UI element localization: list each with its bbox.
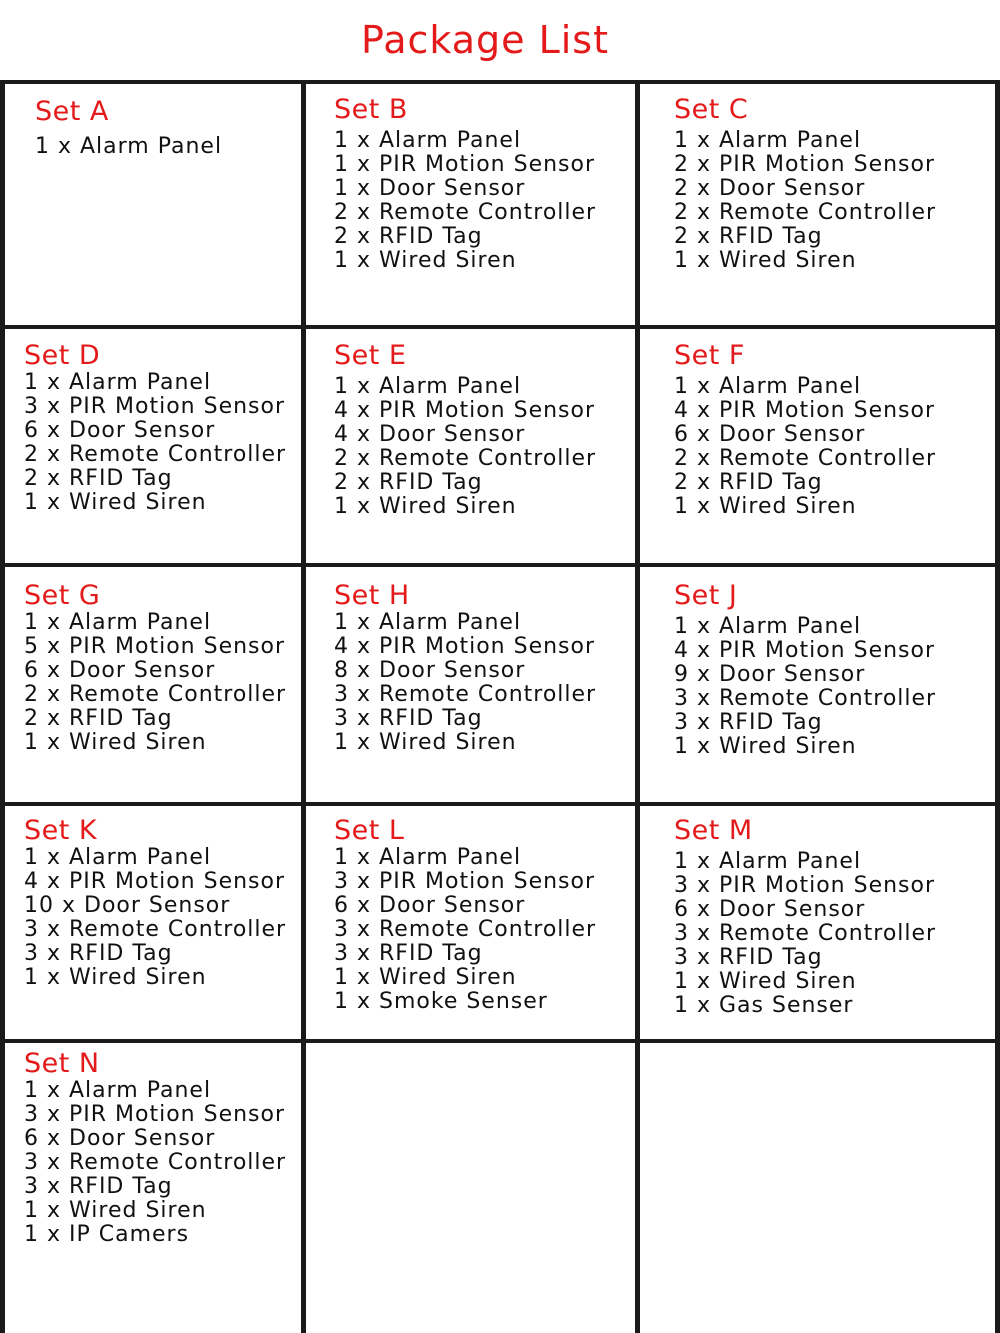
set-item: 1 x Door Sensor	[334, 176, 526, 201]
set-item: 3 x PIR Motion Sensor	[24, 1102, 286, 1127]
set-item: 1 x Alarm Panel	[334, 610, 522, 635]
grid-line	[0, 563, 1000, 567]
set-item: 1 x Alarm Panel	[334, 845, 522, 870]
set-item: 3 x RFID Tag	[674, 945, 823, 970]
set-item: 1 x Alarm Panel	[674, 849, 862, 874]
set-item: 4 x PIR Motion Sensor	[334, 398, 596, 423]
set-item: 6 x Door Sensor	[674, 422, 866, 447]
set-item: 8 x Door Sensor	[334, 658, 526, 683]
grid-line	[0, 325, 1000, 329]
set-item: 5 x PIR Motion Sensor	[24, 634, 286, 659]
set-item: 1 x Wired Siren	[674, 248, 857, 273]
set-item: 6 x Door Sensor	[334, 893, 526, 918]
set-title: Set C	[674, 94, 749, 125]
set-item: 1 x Wired Siren	[334, 730, 517, 755]
set-item: 1 x Wired Siren	[24, 490, 207, 515]
set-item: 4 x PIR Motion Sensor	[674, 638, 936, 663]
set-item: 3 x Remote Controller	[674, 921, 937, 946]
set-item: 2 x Remote Controller	[674, 446, 937, 471]
grid-line	[635, 80, 640, 1333]
set-item: 1 x Smoke Senser	[334, 989, 548, 1014]
set-title: Set M	[674, 815, 753, 846]
set-title: Set N	[24, 1048, 100, 1079]
set-item: 1 x Wired Siren	[24, 1198, 207, 1223]
set-item: 3 x PIR Motion Sensor	[674, 873, 936, 898]
set-item: 2 x RFID Tag	[674, 470, 823, 495]
set-title: Set G	[24, 580, 101, 611]
set-k-cell	[24, 816, 286, 990]
set-item: 4 x PIR Motion Sensor	[24, 869, 286, 894]
set-item: 2 x Remote Controller	[674, 200, 937, 225]
set-item: 6 x Door Sensor	[24, 1126, 216, 1151]
grid-line	[0, 80, 5, 1333]
set-title: Set L	[334, 815, 405, 846]
set-item: 2 x Remote Controller	[24, 442, 287, 467]
set-item: 1 x Alarm Panel	[24, 370, 212, 395]
set-item: 4 x PIR Motion Sensor	[334, 634, 596, 659]
set-item: 2 x Remote Controller	[334, 200, 597, 225]
set-item: 3 x Remote Controller	[674, 686, 937, 711]
set-j-cell	[674, 581, 936, 759]
set-l-cell	[334, 816, 596, 1014]
set-item: 3 x RFID Tag	[674, 710, 823, 735]
set-d-cell	[24, 341, 286, 515]
set-item: 3 x RFID Tag	[334, 941, 483, 966]
grid-line	[301, 80, 306, 1333]
grid-line	[0, 802, 1000, 806]
set-item: 1 x Wired Siren	[674, 494, 857, 519]
set-f-cell	[674, 341, 936, 519]
set-item: 1 x IP Camers	[24, 1222, 190, 1247]
set-title: Set B	[334, 94, 408, 125]
set-item: 3 x Remote Controller	[334, 917, 597, 942]
set-item: 3 x RFID Tag	[24, 941, 173, 966]
set-m-cell	[674, 816, 936, 1018]
set-title: Set K	[24, 815, 98, 846]
set-item: 1 x Alarm Panel	[24, 845, 212, 870]
grid-line	[995, 80, 1000, 1333]
set-item: 4 x PIR Motion Sensor	[674, 398, 936, 423]
page-title: Package List	[360, 18, 609, 62]
set-item: 2 x RFID Tag	[24, 706, 173, 731]
set-item: 1 x Wired Siren	[674, 969, 857, 994]
set-item: 1 x Alarm Panel	[674, 374, 862, 399]
set-item: 10 x Door Sensor	[24, 893, 231, 918]
package-grid	[0, 80, 1000, 1333]
set-item: 1 x Alarm Panel	[334, 374, 522, 399]
set-item: 3 x RFID Tag	[24, 1174, 173, 1199]
set-item: 1 x Alarm Panel	[24, 610, 212, 635]
set-g-cell	[24, 581, 286, 755]
grid-line	[0, 1039, 1000, 1043]
set-item: 3 x PIR Motion Sensor	[334, 869, 596, 894]
set-item: 2 x RFID Tag	[334, 470, 483, 495]
set-item: 1 x Wired Siren	[334, 494, 517, 519]
set-item: 3 x RFID Tag	[334, 706, 483, 731]
set-title: Set D	[24, 340, 101, 371]
set-item: 3 x Remote Controller	[24, 917, 287, 942]
set-item: 1 x Wired Siren	[334, 248, 517, 273]
set-item: 9 x Door Sensor	[674, 662, 866, 687]
set-item: 1 x Alarm Panel	[334, 128, 522, 153]
set-item: 1 x PIR Motion Sensor	[334, 152, 596, 177]
set-b-cell	[334, 95, 596, 273]
set-item: 1 x Wired Siren	[24, 965, 207, 990]
set-item: 1 x Wired Siren	[674, 734, 857, 759]
set-c-cell	[674, 95, 936, 273]
set-n-cell	[24, 1049, 286, 1247]
set-item: 1 x Wired Siren	[334, 965, 517, 990]
set-item: 4 x Door Sensor	[334, 422, 526, 447]
set-item: 3 x PIR Motion Sensor	[24, 394, 286, 419]
set-item: 2 x RFID Tag	[674, 224, 823, 249]
set-title: Set J	[674, 580, 738, 611]
set-item: 2 x Remote Controller	[334, 446, 597, 471]
set-item: 2 x PIR Motion Sensor	[674, 152, 936, 177]
grid-line	[0, 80, 1000, 84]
set-title: Set H	[334, 580, 410, 611]
set-title: Set F	[674, 340, 745, 371]
set-item: 2 x RFID Tag	[334, 224, 483, 249]
set-item: 1 x Gas Senser	[674, 993, 854, 1018]
set-item: 2 x RFID Tag	[24, 466, 173, 491]
set-title: Set E	[334, 340, 407, 371]
set-h-cell	[334, 581, 596, 755]
set-item: 1 x Alarm Panel	[24, 1078, 212, 1103]
set-item: 2 x Remote Controller	[24, 682, 287, 707]
set-item: 2 x Door Sensor	[674, 176, 866, 201]
set-item: 6 x Door Sensor	[674, 897, 866, 922]
set-item: 3 x Remote Controller	[334, 682, 597, 707]
set-item: 1 x Alarm Panel	[35, 134, 223, 159]
set-item: 1 x Wired Siren	[24, 730, 207, 755]
set-title: Set A	[35, 96, 109, 127]
set-a-cell	[35, 97, 222, 159]
set-item: 6 x Door Sensor	[24, 658, 216, 683]
set-item: 1 x Alarm Panel	[674, 128, 862, 153]
set-item: 3 x Remote Controller	[24, 1150, 287, 1175]
set-item: 6 x Door Sensor	[24, 418, 216, 443]
set-item: 1 x Alarm Panel	[674, 614, 862, 639]
set-e-cell	[334, 341, 596, 519]
